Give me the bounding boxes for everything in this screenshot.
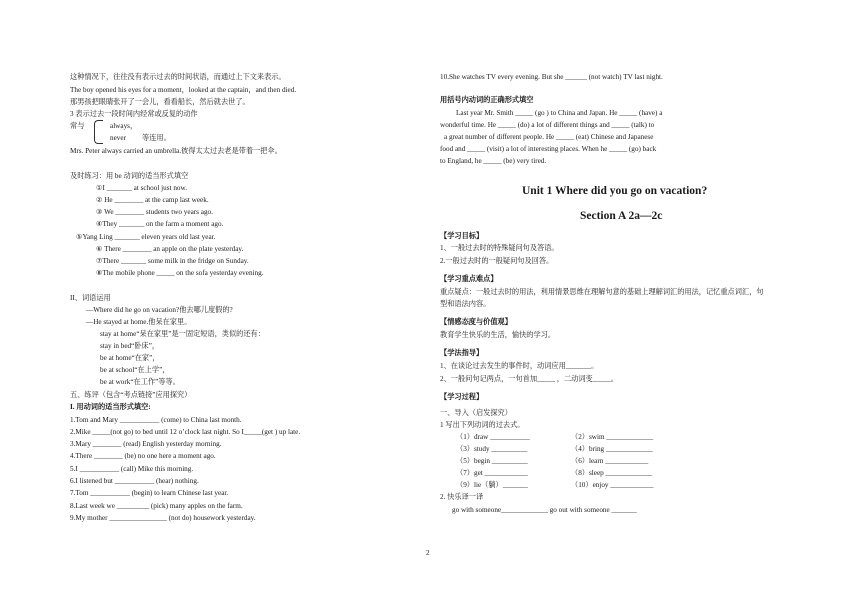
intro-line: 3 表示过去一段时间内经常或反复的动作 — [70, 110, 198, 118]
practice-item: ② He ________ at the camp last week. — [96, 196, 209, 204]
intro-line: 那男孩把眼睛张开了一会儿，看看船长，然后就去世了。 — [70, 98, 250, 106]
method-heading: 【学法指导】 — [440, 349, 484, 357]
vocab-line: stay in bed“卧床”， — [100, 342, 160, 350]
exercise-item: 7.Tom ___________ (begin) to learn Chinese last year. — [70, 489, 229, 497]
practice-item: ①I _______ at school just now. — [96, 184, 188, 192]
verb-item: （9）lie（躺）_______ — [456, 481, 528, 489]
bracket-heading: 用括号内动词的正确形式填空 — [440, 96, 534, 104]
exercise-heading: 五、练评（包含“考点链接”应用探究） — [70, 391, 192, 399]
brace-shape — [94, 120, 103, 144]
process-heading: 【学习过程】 — [440, 393, 484, 401]
often-label: 常与 — [70, 122, 85, 130]
verb-item: （3）study __________ — [456, 445, 528, 453]
key-line: 型和语法内容。 — [440, 300, 491, 308]
never-word: never — [110, 134, 126, 142]
exercise-item: 3.Mary ________ (read) English yesterday morning. — [70, 440, 222, 448]
practice-item: ③ We ________ students two years ago. — [96, 208, 213, 216]
unit-title: Unit 1 Where did you go on vacation? — [522, 185, 708, 197]
verb-item: （5）begin __________ — [456, 457, 528, 465]
practice-item: ⑦There _______ some milk in the fridge on Sunday. — [96, 257, 249, 265]
section-title: Section A 2a—2c — [580, 210, 663, 222]
vocab-line: be at work“在工作”等等。 — [100, 378, 180, 386]
vocab-line: —Where did he go on vacation?他去哪儿度假的? — [86, 306, 233, 314]
vocab-heading: II、词语运用 — [70, 294, 111, 302]
goal-line: 1、一般过去时的特殊疑问句及答语。 — [440, 244, 559, 252]
exercise-item: 8.Last week we _________ (pick) many apples on the farm. — [70, 502, 243, 510]
translate-line: go with someone_____________ go out with someone _______ — [452, 506, 637, 514]
intro-task: 1 写出下列动词的过去式。 — [440, 421, 525, 429]
vocab-line: —He stayed at home.他呆在家里。 — [86, 318, 192, 326]
verb-item: （1）draw ___________ — [456, 433, 530, 441]
intro-line: The boy opened his eyes for a moment，looked at the captain，and then died. — [70, 86, 297, 94]
emotion-line: 教育学生快乐的生活，愉快的学习。 — [440, 331, 556, 339]
page-number: 2 — [426, 549, 430, 557]
exercise-item: 2.Mike _____(not go) to bed until 12 o’clock last night. So I_____(get ) up late. — [70, 428, 301, 436]
mrs-example: Mrs. Peter always carried an umbrella.彼得太太过去老是带着一把伞。 — [70, 147, 282, 155]
vocab-line: stay at home“呆在家里”是一固定短语，类似的还有： — [100, 330, 265, 338]
exercise-subheading: I. 用动词的适当形式填空: — [70, 403, 151, 411]
practice-item: ⑥ There ________ an apple on the plate yesterday. — [96, 245, 244, 253]
goals-heading: 【学习目标】 — [440, 232, 484, 240]
verb-item: （8）sleep _____________ — [571, 469, 653, 477]
practice-item: ⑤Yang Ling _______ eleven years old last year. — [76, 233, 216, 241]
always-word: always， — [110, 122, 138, 130]
method-line: 1、在谈论过去发生的事件时，动词应用_______。 — [440, 362, 599, 370]
verb-item: （4）bring _____________ — [571, 445, 653, 453]
practice-heading: 及时练习：用 be 动词的适当形式填空 — [70, 172, 189, 180]
vocab-line: be at school“在上学”， — [100, 366, 170, 374]
never-note: 等连用。 — [142, 134, 171, 142]
vocab-line: be at home“在家”， — [100, 354, 160, 362]
passage-line: food and _____ (visit) a lot of interesting places. When he _____ (go) back — [440, 145, 657, 153]
verb-item: （7）get ____________ — [456, 469, 528, 477]
exercise-item: 6.I listened but ___________ (hear) nothing. — [70, 477, 199, 485]
exercise-item: 4.There ________ (be) no one here a moment ago. — [70, 452, 216, 460]
passage-line: wonderful time. He _____ (do) a lot of different things and _____ (talk) to — [440, 121, 655, 129]
intro-heading: 一、导入（启发探究） — [440, 409, 512, 417]
verb-item: （2）swim _____________ — [571, 433, 654, 441]
verb-item: （10）enjoy ____________ — [571, 481, 654, 489]
exercise-item-10: 10.She watches TV every evening. But she ______ (not watch) TV last night. — [440, 73, 663, 81]
goal-line: 2.一般过去时的一般疑问句及回答。 — [440, 257, 554, 265]
key-heading: 【学习重点难点】 — [440, 275, 498, 283]
passage-line: a great number of different people. He _____ (eat) Chinese and Japanese — [444, 133, 654, 141]
emotion-heading: 【情感态度与价值观】 — [440, 318, 512, 326]
method-line: 2、一般问句记两点，一句首加_____ ，二动词变_____。 — [440, 375, 618, 383]
practice-item: ⑧The mobile phone _____ on the sofa yesterday evening. — [96, 269, 264, 277]
key-line: 重点疑点：一般过去时的用法，利用情景思维在理解句意的基础上理解词汇的用法，记忆重点词汇，句 — [440, 288, 764, 296]
exercise-item: 9.My mother ________________ (not do) housework yesterday. — [70, 514, 256, 522]
verb-item: （6）learn ____________ — [571, 457, 649, 465]
translate-heading: 2. 快乐译一译 — [440, 493, 484, 501]
passage-line: to England, he _____ (be) very tired. — [440, 157, 547, 165]
exercise-item: 1.Tom and Mary ___________ (come) to China last month. — [70, 416, 242, 424]
practice-item: ④They _______ on the farm a moment ago. — [96, 220, 224, 228]
intro-line: 这种情况下，往往没有表示过去的时间状语，而通过上下文来表示。 — [70, 73, 286, 81]
passage-line: Last year Mr. Smith _____ (go ) to China and Japan. He _____ (have) a — [456, 109, 663, 117]
exercise-item: 5.I ___________ (call) Mike this morning. — [70, 465, 194, 473]
